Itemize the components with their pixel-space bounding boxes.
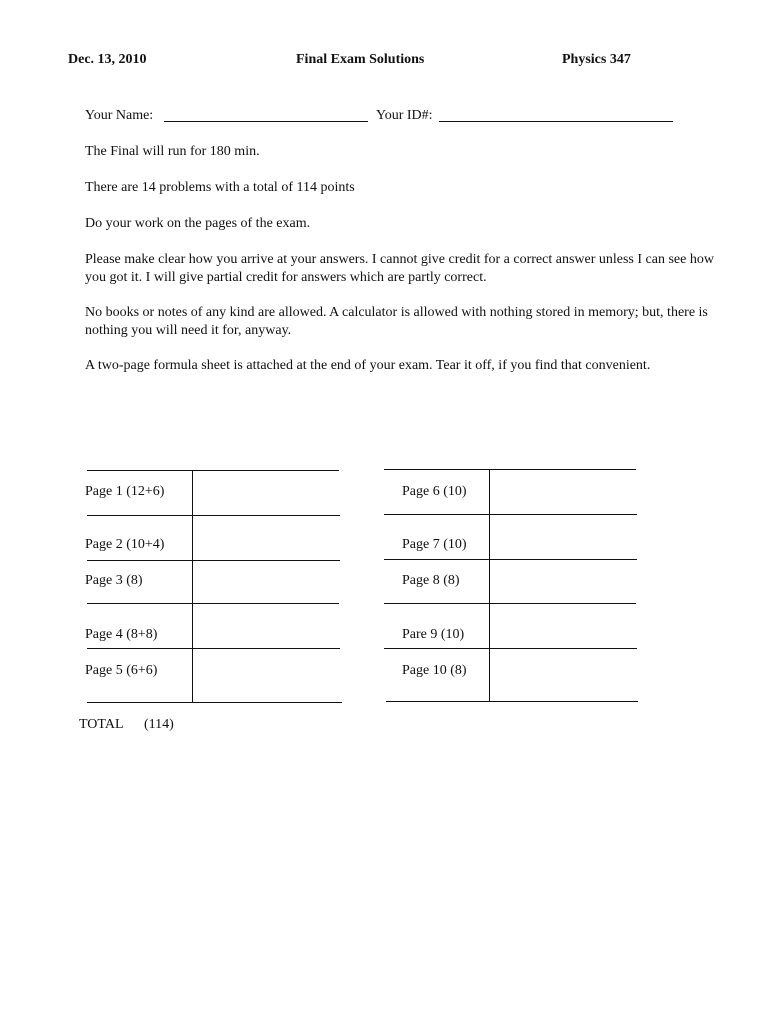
score-row-label: Pare 9 (10) (402, 627, 465, 642)
table-divider (192, 470, 193, 702)
exam-title: Final Exam Solutions (296, 52, 425, 67)
table-rule (87, 648, 340, 649)
name-field[interactable] (164, 121, 368, 122)
score-row-label: Page 5 (6+6) (85, 663, 158, 678)
instruction-work-location: Do your work on the pages of the exam. (85, 216, 311, 231)
instruction-duration: The Final will run for 180 min. (85, 144, 260, 159)
score-row-label: Page 7 (10) (402, 537, 467, 552)
score-row-label: Page 4 (8+8) (85, 627, 158, 642)
score-row-label: Page 10 (8) (402, 663, 467, 678)
score-row-label: Page 2 (10+4) (85, 537, 165, 552)
table-rule (87, 470, 339, 471)
instruction-problem-count: There are 14 problems with a total of 114 points (85, 180, 355, 195)
id-field[interactable] (439, 121, 673, 122)
score-row-label: Page 8 (8) (402, 573, 460, 588)
table-rule (386, 701, 638, 702)
exam-date: Dec. 13, 2010 (68, 52, 147, 67)
table-rule (87, 515, 340, 516)
table-rule (87, 560, 340, 561)
table-rule (384, 648, 637, 649)
name-label: Your Name: (85, 108, 154, 123)
instruction-show-work: Please make clear how you arrive at your answers. I cannot give credit for a correct answer unless I can see how you got it. I will give partial credit for answers which are partly correct. (85, 252, 714, 285)
table-rule (384, 469, 636, 470)
score-row-label: Page 3 (8) (85, 573, 143, 588)
instruction-formula-sheet: A two-page formula sheet is attached at the end of your exam. Tear it off, if you find that convenient. (85, 358, 651, 373)
table-rule (384, 559, 637, 560)
score-row-label: Page 1 (12+6) (85, 484, 165, 499)
table-rule (384, 603, 636, 604)
total-label: TOTAL (79, 717, 124, 732)
table-divider (489, 469, 490, 701)
instruction-materials: No books or notes of any kind are allowed. A calculator is allowed with nothing stored in memory; but, there is nothing you will need it for, anyway. (85, 305, 708, 338)
table-rule (87, 603, 339, 604)
table-rule (384, 514, 637, 515)
table-rule (87, 702, 342, 703)
score-row-label: Page 6 (10) (402, 484, 467, 499)
total-points: (114) (144, 717, 174, 732)
id-label: Your ID#: (376, 108, 433, 123)
course-name: Physics 347 (562, 52, 631, 67)
